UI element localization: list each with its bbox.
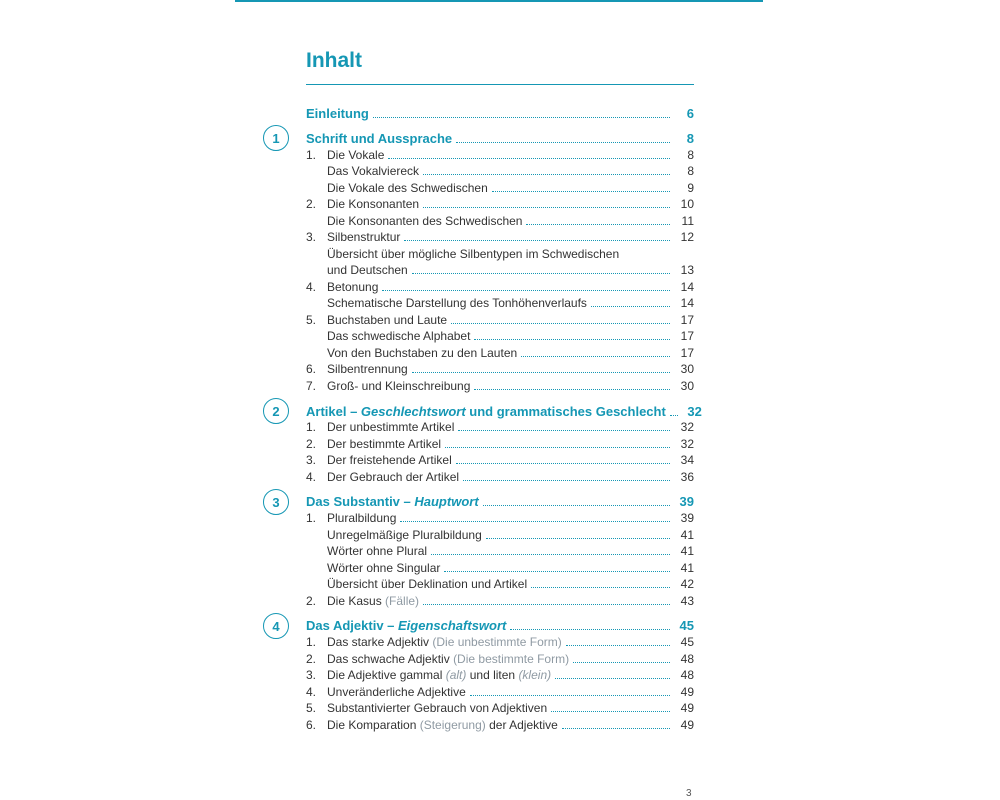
entry-page: 30 <box>680 362 694 376</box>
entry-title: Das Substantiv – Hauptwort <box>306 494 479 509</box>
entry-title: Artikel – Geschlechtswort und grammatisches Geschlecht <box>306 404 666 419</box>
leader-dots <box>474 378 670 390</box>
entry-page: 48 <box>680 668 694 682</box>
entry-page: 32 <box>680 420 694 434</box>
chapter-4-badge: 4 <box>263 613 289 639</box>
toc-entry[interactable] <box>327 262 694 279</box>
entry-number: 1. <box>306 635 317 649</box>
entry-page: 14 <box>680 296 694 310</box>
entry-page: 39 <box>679 494 694 509</box>
toc-entry[interactable] <box>327 452 694 469</box>
chapter-3-badge: 3 <box>263 489 289 515</box>
entry-page: 13 <box>680 263 694 277</box>
leader-dots <box>404 229 670 241</box>
entry-page: 34 <box>680 453 694 467</box>
leader-dots <box>423 593 670 605</box>
entry-title: Die Vokale <box>327 148 385 162</box>
toc-entry[interactable] <box>327 196 694 213</box>
entry-title: Die Adjektive gammal (alt) und liten (klein) <box>327 668 552 682</box>
page-number: 3 <box>686 788 692 799</box>
entry-title: Die Konsonanten des Schwedischen <box>327 214 523 228</box>
entry-page: 42 <box>680 577 694 591</box>
leader-dots <box>562 717 670 729</box>
entry-number: 5. <box>306 313 317 327</box>
entry-page: 32 <box>680 437 694 451</box>
entry-page: 49 <box>680 685 694 699</box>
toc-entry[interactable] <box>327 378 694 395</box>
entry-number: 5. <box>306 701 317 715</box>
leader-dots <box>531 576 670 588</box>
leader-dots <box>451 312 670 324</box>
toc-entry[interactable] <box>327 469 694 486</box>
entry-page: 41 <box>680 561 694 575</box>
entry-title: Pluralbildung <box>327 511 397 525</box>
toc-entry[interactable] <box>327 229 694 246</box>
entry-page: 11 <box>681 214 694 228</box>
entry-page: 41 <box>680 544 694 558</box>
toc-entry[interactable] <box>327 527 694 544</box>
toc-entry[interactable] <box>327 328 694 345</box>
entry-page: 10 <box>680 197 694 211</box>
entry-title: Das Adjektiv – Eigenschaftswort <box>306 618 507 633</box>
entry-page: 48 <box>680 652 694 666</box>
entry-page: 6 <box>686 106 694 121</box>
leader-dots <box>492 180 670 192</box>
toc-entry[interactable] <box>327 147 694 164</box>
toc-entry[interactable] <box>327 279 694 296</box>
leader-dots <box>521 345 670 357</box>
toc-chapter-4[interactable] <box>306 617 694 634</box>
toc-entry[interactable] <box>327 295 694 312</box>
entry-page: 36 <box>680 470 694 484</box>
leader-dots <box>388 147 670 159</box>
entry-page: 17 <box>680 346 694 360</box>
entry-title: Schrift und Aussprache <box>306 131 453 146</box>
leader-dots <box>551 700 670 712</box>
entry-title: und Deutschen <box>327 263 408 277</box>
entry-number: 3. <box>306 453 317 467</box>
toc-entry[interactable] <box>327 361 694 378</box>
entry-page: 9 <box>687 181 694 195</box>
entry-page: 32 <box>687 404 702 419</box>
leader-dots <box>483 494 670 506</box>
entry-number: 4. <box>306 685 317 699</box>
leader-dots <box>445 436 670 448</box>
entry-number: 2. <box>306 594 317 608</box>
entry-page: 49 <box>680 701 694 715</box>
toc-entry[interactable] <box>327 684 694 701</box>
toc-entry[interactable] <box>327 651 694 668</box>
entry-page: 17 <box>680 329 694 343</box>
entry-page: 17 <box>680 313 694 327</box>
leader-dots <box>458 419 670 431</box>
entry-title: Von den Buchstaben zu den Lauten <box>327 346 518 360</box>
entry-title: Der unbestimmte Artikel <box>327 420 455 434</box>
toc-entry[interactable] <box>327 180 694 197</box>
toc-entry[interactable] <box>327 510 694 527</box>
entry-page: 39 <box>680 511 694 525</box>
entry-page: 8 <box>686 131 694 146</box>
leader-dots <box>412 361 670 373</box>
leader-dots <box>591 295 670 307</box>
entry-title: Der bestimmte Artikel <box>327 437 442 451</box>
chapter-1-badge: 1 <box>263 125 289 151</box>
leader-dots <box>444 560 670 572</box>
entry-number: 6. <box>306 362 317 376</box>
leader-dots <box>555 667 670 679</box>
toc-entry[interactable] <box>327 593 694 610</box>
toc-entry[interactable] <box>327 667 694 684</box>
entry-title: Das schwache Adjektiv (Die bestimmte Form) <box>327 652 570 666</box>
entry-number: 3. <box>306 230 317 244</box>
leader-dots <box>423 196 670 208</box>
leader-dots <box>573 651 670 663</box>
entry-title: Das schwedische Alphabet <box>327 329 471 343</box>
toc-entry[interactable] <box>327 419 694 436</box>
entry-title: Silbentrennung <box>327 362 408 376</box>
entry-number: 2. <box>306 652 317 666</box>
entry-title: Substantivierter Gebrauch von Adjektiven <box>327 701 548 715</box>
leader-dots <box>486 527 670 539</box>
toc-entry[interactable] <box>327 576 694 593</box>
entry-title: Die Komparation (Steigerung) der Adjektive <box>327 718 558 732</box>
toc-entry-line[interactable]: Übersicht über mögliche Silbentypen im Schwedischen <box>327 247 620 261</box>
toc-entry[interactable] <box>327 700 694 717</box>
entry-page: 14 <box>680 280 694 294</box>
leader-dots <box>463 469 670 481</box>
entry-title: Der freistehende Artikel <box>327 453 452 467</box>
entry-page: 30 <box>680 379 694 393</box>
leader-dots <box>566 634 670 646</box>
entry-title: Das Vokalviereck <box>327 164 420 178</box>
entry-title: Schematische Darstellung des Tonhöhenverlaufs <box>327 296 587 310</box>
entry-page: 43 <box>680 594 694 608</box>
leader-dots <box>456 131 670 143</box>
entry-title: Unveränderliche Adjektive <box>327 685 466 699</box>
leader-dots <box>670 404 678 416</box>
leader-dots <box>382 279 670 291</box>
leader-dots <box>456 452 670 464</box>
entry-page: 49 <box>680 718 694 732</box>
toc-entry[interactable] <box>327 345 694 362</box>
leader-dots <box>470 684 670 696</box>
chapter-2-badge: 2 <box>263 398 289 424</box>
entry-title: Der Gebrauch der Artikel <box>327 470 460 484</box>
leader-dots <box>400 510 670 522</box>
toc-entry[interactable] <box>327 436 694 453</box>
entry-page: 41 <box>680 528 694 542</box>
entry-title: Silbenstruktur <box>327 230 401 244</box>
leader-dots <box>431 543 670 555</box>
entry-number: 2. <box>306 197 317 211</box>
entry-number: 2. <box>306 437 317 451</box>
page-title: Inhalt <box>306 49 362 72</box>
entry-title: Wörter ohne Singular <box>327 561 441 575</box>
entry-page: 8 <box>687 148 694 162</box>
toc-entry[interactable] <box>327 717 694 734</box>
entry-title: Die Vokale des Schwedischen <box>327 181 488 195</box>
entry-title: Buchstaben und Laute <box>327 313 448 327</box>
leader-dots <box>474 328 670 340</box>
entry-page: 8 <box>687 164 694 178</box>
toc-entry[interactable] <box>327 560 694 577</box>
entry-number: 1. <box>306 511 317 525</box>
entry-title: Das starke Adjektiv (Die unbestimmte Form) <box>327 635 562 649</box>
entry-number: 7. <box>306 379 317 393</box>
leader-dots <box>373 106 670 118</box>
entry-title: Übersicht über Deklination und Artikel <box>327 577 528 591</box>
entry-number: 1. <box>306 420 317 434</box>
leader-dots <box>526 213 670 225</box>
toc-chapter-2[interactable] <box>306 403 702 420</box>
entry-number: 1. <box>306 148 317 162</box>
entry-number: 6. <box>306 718 317 732</box>
toc-entry[interactable] <box>327 163 694 180</box>
entry-title: Einleitung <box>306 106 369 121</box>
leader-dots <box>423 163 670 175</box>
entry-page: 12 <box>680 230 694 244</box>
toc-entry[interactable] <box>327 213 694 230</box>
entry-title: Betonung <box>327 280 379 294</box>
entry-title: Wörter ohne Plural <box>327 544 428 558</box>
toc-entry[interactable] <box>327 312 694 329</box>
entry-number: 3. <box>306 668 317 682</box>
entry-title: Unregelmäßige Pluralbildung <box>327 528 482 542</box>
toc-chapter-3[interactable] <box>306 493 694 510</box>
entry-page: 45 <box>680 635 694 649</box>
entry-number: 4. <box>306 280 317 294</box>
toc-chapter-1[interactable] <box>306 130 694 147</box>
toc-entry-einleitung[interactable] <box>306 105 694 122</box>
entry-title: Die Konsonanten <box>327 197 420 211</box>
leader-dots <box>412 262 670 274</box>
toc-entry[interactable] <box>327 634 694 651</box>
entry-number: 4. <box>306 470 317 484</box>
leader-dots <box>510 618 670 630</box>
entry-page: 45 <box>679 618 694 633</box>
entry-title: Groß- und Kleinschreibung <box>327 379 471 393</box>
toc-entry[interactable] <box>327 543 694 560</box>
entry-title: Die Kasus (Fälle) <box>327 594 420 608</box>
